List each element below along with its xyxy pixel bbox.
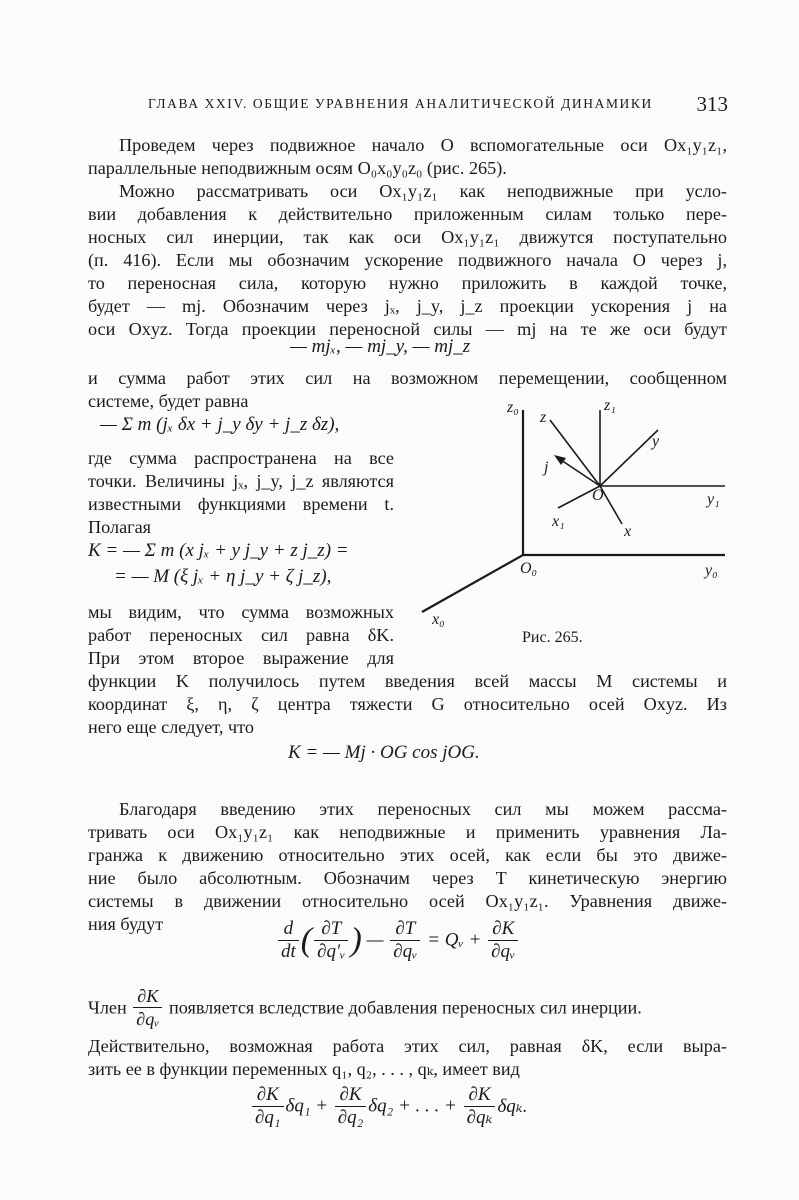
formula-projections: — mjₓ, — mj_y, — mj_z	[290, 336, 471, 357]
running-title: ГЛАВА XXIV. ОБЩИЕ УРАВНЕНИЯ АНАЛИТИЧЕСКОЙ ДИНАМИКИ	[148, 96, 653, 111]
fraction: $\frac{\partial K}{\text{∂q₁}}$	[252, 1084, 284, 1129]
fraction: $\frac{\partial T}{\text{∂qᵥ}}$	[390, 918, 420, 963]
text-line: ние было абсолютным. Обозначим через T кинетическую энергию	[88, 868, 727, 888]
text-line: то переносная сила, которую нужно приложить в каждой точке,	[88, 273, 727, 293]
label-j: j	[544, 459, 549, 476]
text-line: Полагая	[88, 517, 152, 537]
text-line: При этом второе выражение для	[88, 648, 394, 668]
text-line: оси Oxyz. Тогда проекции переносной силы — mj на те же оси будут	[88, 319, 727, 339]
text-line: точки. Величины jₓ, j_y, j_z являются	[88, 471, 394, 491]
text-line: координат ξ, η, ζ центра тяжести G относительно осей Oxyz. Из	[88, 694, 727, 714]
text-line: вии добавления к действительно приложенным силам только пере-	[88, 204, 727, 224]
text-line: работ переносных сил равна δK.	[88, 625, 394, 645]
axis-z	[550, 420, 600, 486]
text-line: и сумма работ этих сил на возможном перемещении, сообщенном	[88, 368, 727, 388]
fraction: $\frac{\partial K}{\text{∂q₂}}$	[335, 1084, 367, 1129]
label-y: y	[652, 433, 660, 450]
text-line: гранжа к движению относительно этих осей, как если бы это движе-	[88, 845, 727, 865]
label-O: O	[592, 487, 604, 504]
figure-265-diagram	[400, 390, 730, 660]
page-header	[148, 92, 728, 118]
text-line: зить ее в функции переменных q₁, q₂, . . . , qₖ, имеет вид	[88, 1059, 520, 1079]
fraction: $\frac{d}{dt}$	[278, 918, 299, 963]
label-O0: O₀	[520, 560, 538, 577]
text-line: Действительно, возможная работа этих сил, равная δK, если выра-	[88, 1036, 727, 1056]
formula-work-sum: — Σ m (jₓ δx + j_y δy + j_z δz),	[100, 414, 340, 435]
text-line: Проведем через подвижное начало O вспомогательные оси Ox₁y₁z₁,	[119, 135, 727, 155]
text-line: него еще следует, что	[88, 717, 254, 737]
fraction: $\frac{\partial T}{\text{∂q′ᵥ}}$	[314, 918, 348, 963]
formula-k-def-2: = — M (ξ jₓ + η j_y + ζ j_z),	[114, 566, 332, 587]
text-line-inline-frac: Член $\frac{\partial K}{\text{∂qᵥ}}$ появляется вследствие добавления переносных сил инерции.	[88, 986, 642, 1029]
text-line: известными функциями времени t.	[88, 494, 394, 514]
formula-k-cos: K = — Mj · OG cos jOG.	[288, 742, 480, 763]
label-x1: x₁	[552, 513, 565, 530]
axis-y	[600, 430, 658, 486]
text-line: мы видим, что сумма возможных	[88, 602, 394, 622]
vector-j-arrowhead	[554, 455, 566, 465]
formula-lagrange: $\frac{d}{dt}$ ( $\frac{\partial T}{\text{∂q′ᵥ}}$ ) — $\frac{\partial T}{\text{∂qᵥ}}$ = Qᵥ + $\frac{\partial K}{\text{∂qᵥ}}$	[276, 918, 520, 963]
label-x: x	[624, 523, 632, 540]
label-z1: z₁	[604, 397, 616, 414]
text-line: Благодаря введению этих переносных сил мы можем рассма-	[119, 799, 727, 819]
text-line: системы в движении относительно осей Ox₁y₁z₁. Уравнения движе-	[88, 891, 727, 911]
text-line: (п. 416). Если мы обозначим ускорение подвижного начала O через j,	[88, 250, 727, 270]
label-x0: x₀	[432, 611, 445, 628]
text-line: тривать оси Ox₁y₁z₁ как неподвижные и применить уравнения Ла-	[88, 822, 727, 842]
label-y1: y₁	[707, 491, 720, 508]
formula-virtual-work: $\frac{\partial K}{\text{∂q₁}}$ δq₁ + $\frac{\partial K}{\text{∂q₂}}$ δq₂ + . . . + $\frac{\partial K}{\text{∂qₖ}}$ δqₖ.	[250, 1084, 527, 1129]
text-line: где сумма распространена на все	[88, 448, 394, 468]
text-line: функции K получилось путем введения всей массы M системы и	[88, 671, 727, 691]
label-z: z	[540, 409, 547, 426]
text-line: Можно рассматривать оси Ox₁y₁z₁ как неподвижные при усло-	[119, 181, 727, 201]
text-line: будет — mj. Обозначим через jₓ, j_y, j_z проекции ускорения j на	[88, 296, 727, 316]
page-number: 313	[696, 92, 728, 116]
fraction: $\frac{\partial K}{\text{∂qₖ}}$	[464, 1084, 496, 1129]
label-z0: z₀	[507, 399, 519, 416]
label-y0: y₀	[705, 562, 718, 579]
vector-j	[558, 458, 600, 486]
formula-k-def-1: K = — Σ m (x jₓ + y j_y + z j_z) =	[88, 540, 349, 561]
figure-caption: Рис. 265.	[522, 629, 583, 646]
fraction: $\frac{\partial K}{\text{∂qᵥ}}$	[488, 918, 518, 963]
text-line: параллельные неподвижным осям O₀x₀y₀z₀ (рис. 265).	[88, 158, 507, 178]
fraction: $\frac{\partial K}{\text{∂qᵥ}}$	[133, 985, 162, 1030]
text-line: носных сил инерции, так как оси Ox₁y₁z₁ движутся поступательно	[88, 227, 727, 247]
text-line: системе, будет равна	[88, 391, 249, 411]
text-line: ния будут	[88, 914, 164, 934]
axis-x0	[422, 555, 523, 612]
